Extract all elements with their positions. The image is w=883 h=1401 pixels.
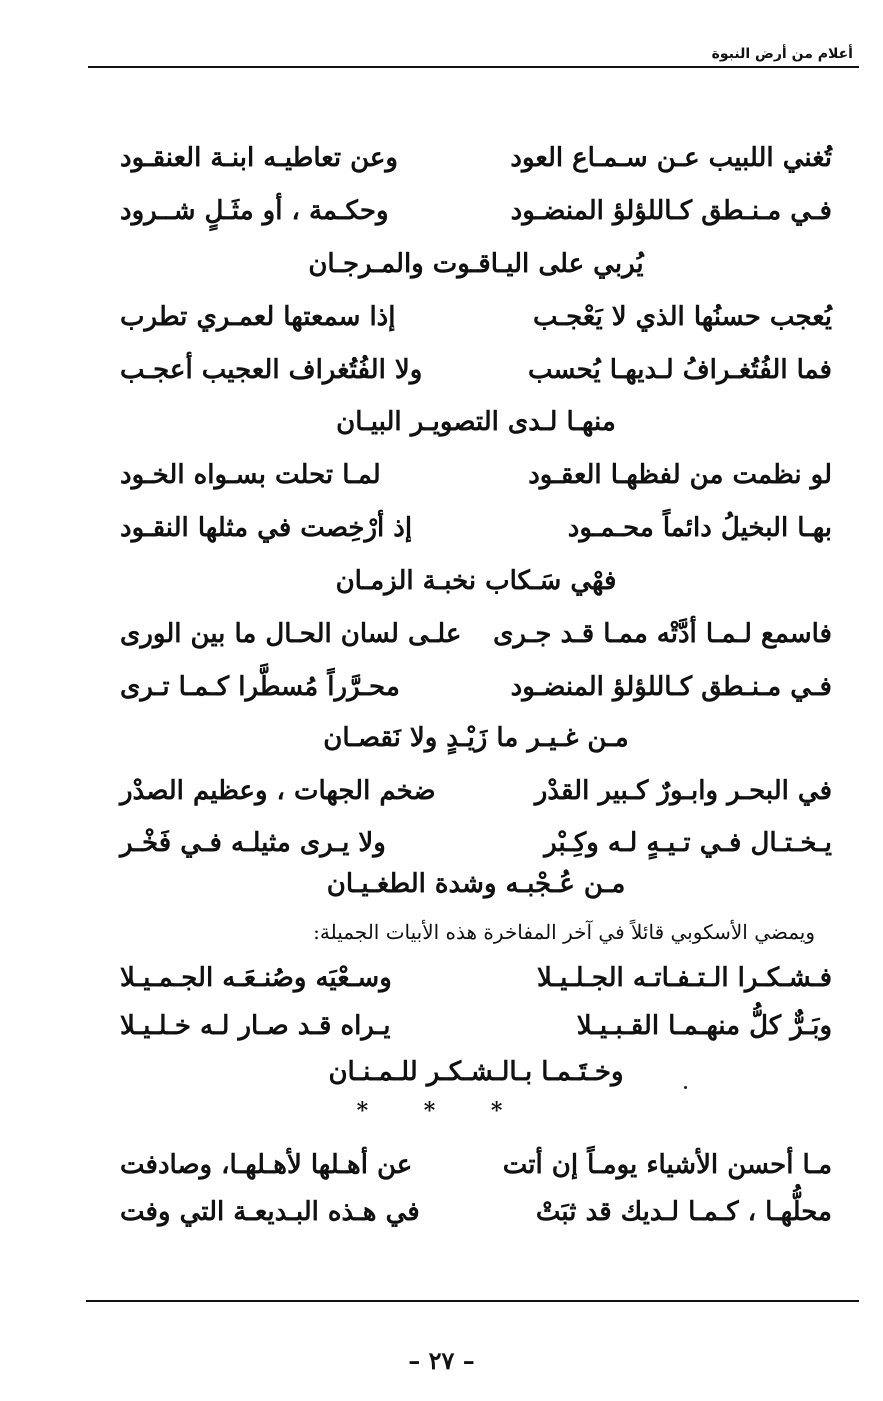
verse-sadr: مـا أحسن الأشياء يومـاً إن أتت bbox=[502, 1150, 832, 1180]
couplet bbox=[120, 350, 832, 390]
verse-sadr: وبَـرٌّ كلُّ منهـمـا القـبـيـلا bbox=[576, 1011, 832, 1041]
header-rule bbox=[88, 66, 859, 68]
verse-sadr: فـشـكـرا الـتـفـاتـه الجـلـيـلا bbox=[537, 963, 832, 993]
verse-ajuz: في هـذه البـديعـة التي وفت bbox=[120, 1197, 420, 1227]
stanza-refrain: مـن عُـجْبـه وشدة الطغـيـان bbox=[326, 869, 626, 899]
verse-sadr: فما الفُتُغـرافُ لـديهـا يُحسب bbox=[527, 355, 832, 385]
stanza-refrain: فهْي سَـكاب نخبـة الزمـان bbox=[335, 566, 617, 596]
couplet bbox=[120, 138, 832, 178]
verse-ajuz: إذا سمعتها لعمـري تطرب bbox=[120, 302, 396, 332]
verse-ajuz: ولا الفُتُغراف العجيب أعجـب bbox=[120, 355, 423, 385]
couplet bbox=[120, 297, 832, 337]
verse-ajuz: محـرَّراً مُسطَّرا كـمـا تـرى bbox=[120, 672, 400, 702]
verse-sadr: لو نظمت من لفظهـا العقـود bbox=[528, 460, 832, 490]
verse-ajuz: لمـا تحلت بسـواه الخـود bbox=[120, 460, 381, 490]
couplet bbox=[120, 667, 832, 707]
couplet bbox=[120, 191, 832, 231]
verse-ajuz: إذ أرْخِصت في مثلها النقـود bbox=[120, 513, 413, 543]
verse-ajuz: ضخم الجهات ، وعظيم الصدْر bbox=[120, 776, 436, 806]
couplet bbox=[120, 771, 832, 811]
running-header: أعلام من أرض النبوة bbox=[711, 46, 853, 62]
stanza-refrain: مـن غـيـر ما زَيْـدٍ ولا نَقصـان bbox=[323, 723, 629, 753]
footer-rule bbox=[86, 1300, 859, 1302]
verse-ajuz: وحكـمة ، أو مثَـلٍ شــرود bbox=[120, 196, 389, 226]
verse-ajuz: وعن تعاطيـه ابنـة العنقـود bbox=[120, 143, 398, 173]
couplet bbox=[120, 1006, 832, 1046]
verse-sadr: في البحـر وابـورٌ كـبير القدْر bbox=[534, 776, 832, 806]
verse-sadr: بهـا البخيلُ دائماً محـمـود bbox=[567, 513, 832, 543]
verse-ajuz: عن أهـلها لأهـلهـا، وصادفت bbox=[120, 1150, 413, 1180]
section-separator: * * * bbox=[356, 1098, 527, 1124]
verse-sadr: محلُّهـا ، كـمـا لـديك قد ثبَتْ bbox=[535, 1197, 832, 1227]
couplet bbox=[120, 508, 832, 548]
verse-sadr: فـي مـنـطق كـاللؤلؤ المنضـود bbox=[510, 672, 832, 702]
verse-sadr: تُغني اللبيب عـن سـمـاع العود bbox=[510, 143, 832, 173]
stanza-refrain: منهـا لـدى التصويـر البيـان bbox=[336, 407, 616, 437]
verse-ajuz: ولا يـرى مثيلـه فـي فَخْـر bbox=[120, 828, 386, 858]
couplet bbox=[120, 1145, 832, 1185]
stanza-refrain: يُربي على اليـاقـوت والمـرجـان bbox=[308, 249, 644, 279]
couplet bbox=[120, 823, 832, 863]
couplet bbox=[120, 614, 832, 654]
verse-sadr: فـي مـنـطق كـاللؤلؤ المنضـود bbox=[510, 196, 832, 226]
couplet bbox=[120, 958, 832, 998]
verse-ajuz: يـراه قـد صـار لـه خـلـيـلا bbox=[120, 1011, 391, 1041]
verse-sadr: فاسمع لـمـا أدَّتْه ممـا قـد جـرى bbox=[493, 619, 832, 649]
verse-sadr: يُعجب حسنُها الذي لا يَعْجـب bbox=[533, 302, 832, 332]
verse-sadr: يـخـتـال فـي تـيـهٍ لـه وكِـبْر bbox=[544, 828, 832, 858]
couplet bbox=[120, 1192, 832, 1232]
page-number: – ٢٧ – bbox=[408, 1346, 475, 1375]
couplet bbox=[120, 455, 832, 495]
verse-ajuz: وسـعْيَه وصُنـعَـه الجـمـيـلا bbox=[120, 963, 392, 993]
stanza-refrain: وخـتَـمـا بـالـشـكـر للـمـنـان bbox=[328, 1057, 624, 1087]
prose-line: ويمضي الأسكوبي قائلاً في آخر المفاخرة هذه الأبيات الجميلة: bbox=[313, 920, 815, 944]
ink-speck bbox=[684, 1086, 687, 1089]
verse-ajuz: علـى لسان الحـال ما بين الورى bbox=[120, 619, 462, 649]
